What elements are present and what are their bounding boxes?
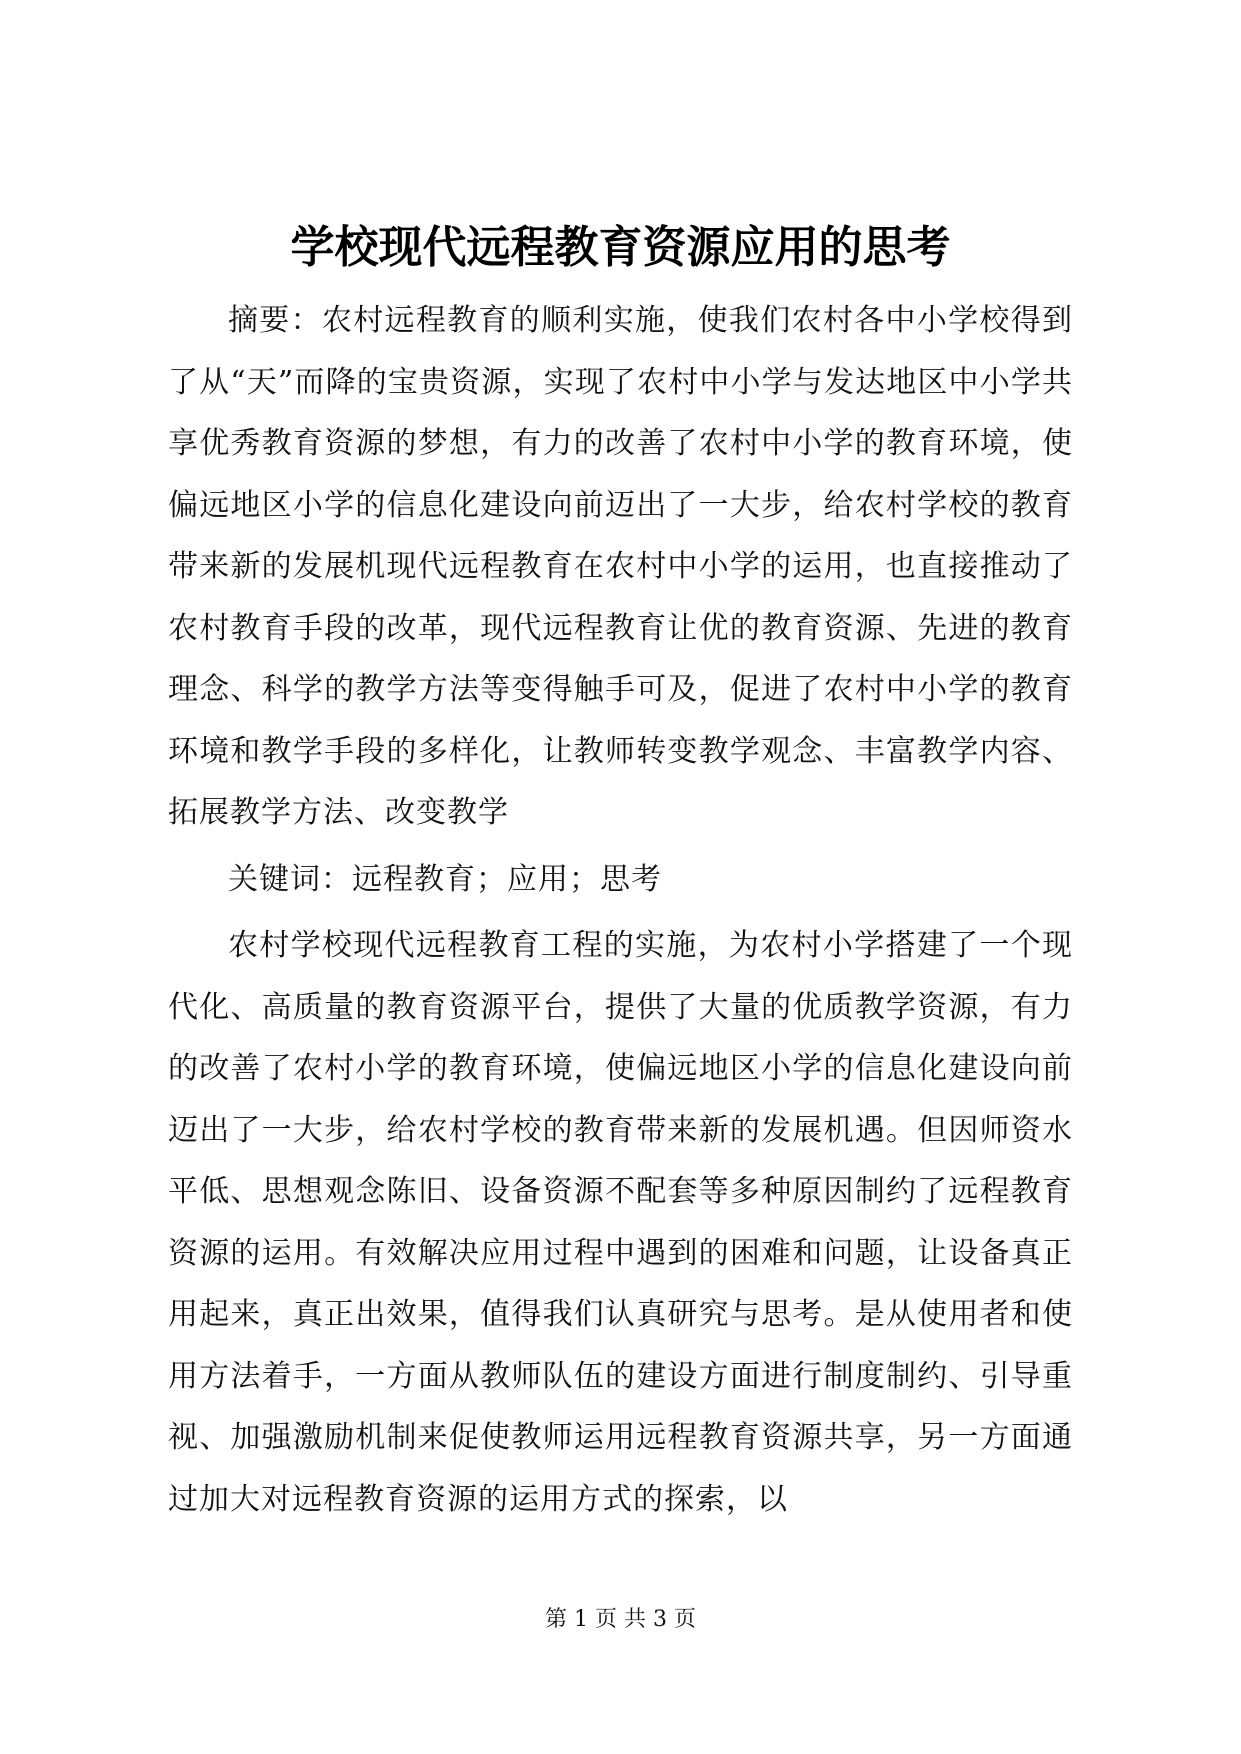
abstract-paragraph: 摘要：农村远程教育的顺利实施，使我们农村各中小学校得到了从“天”而降的宝贵资源，实现了农村中小学与发达地区中小学共享优秀教育资源的梦想，有力的改善了农村中小学的教育环境，使偏远地区小学的信息化建设向前迈出了一大步，给农村学校的教育带来新的发展机现代远程教育在农村中小学的运用，也直接推动了农村教育手段的改革，现代远程教育让优的教育资源、先进的教育理念、科学的教学方法等变得触手可及，促进了农村中小学的教育环境和教学手段的多样化，让教师转变教学观念、丰富教学内容、拓展教学方法、改变教学 bbox=[168, 303, 1073, 830]
document-body bbox=[168, 290, 1073, 1535]
body-paragraph: 农村学校现代远程教育工程的实施，为农村小学搭建了一个现代化、高质量的教育资源平台，提供了大量的优质教学资源，有力的改善了农村小学的教育环境，使偏远地区小学的信息化建设向前迈出了一大步，给农村学校的教育带来新的发展机遇。但因师资水平低、思想观念陈旧、设备资源不配套等多种原因制约了远程教育资源的运用。有效解决应用过程中遇到的困难和问题，让设备真正用起来，真正出效果，值得我们认真研究与思考。是从使用者和使用方法着手，一方面从教师队伍的建设方面进行制度制约、引导重视、加强激励机制来促使教师运用远程教育资源共享，另一方面通过加大对远程教育资源的运用方式的探索，以 bbox=[168, 928, 1073, 1517]
document-title: 学校现代远程教育资源应用的思考 bbox=[290, 222, 951, 273]
page-number-indicator: 第 1 页 共 3 页 bbox=[545, 1607, 696, 1632]
page-footer bbox=[0, 1605, 1241, 1635]
keywords-paragraph: 关键词：远程教育；应用；思考 bbox=[228, 861, 662, 897]
